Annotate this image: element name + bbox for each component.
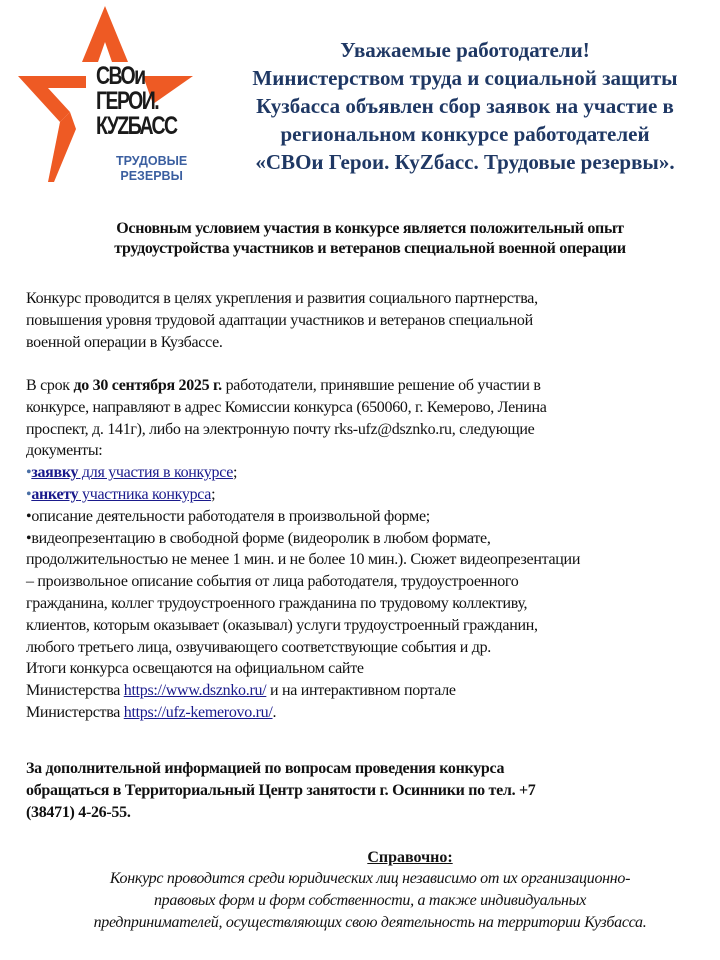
questionnaire-link[interactable]	[31, 486, 211, 503]
text-line	[26, 375, 716, 397]
reference-title: Справочно:	[367, 849, 453, 866]
logo-line: СВОи	[96, 62, 145, 90]
document-item-description	[26, 506, 716, 528]
document-item-video	[26, 528, 716, 550]
logo-sub-line: РЕЗЕРВЫ	[120, 169, 183, 183]
text-line: продолжительностью не менее 1 мин. и не более 10 мин.). Сюжет видеопрезентации	[26, 551, 581, 569]
text-line: конкурсе, направляют в адрес Комиссии конкурса (650060, г. Кемерово, Ленина	[26, 398, 547, 416]
document-item-questionnaire	[26, 484, 716, 506]
main-condition	[30, 219, 710, 259]
text: Министерства	[26, 703, 124, 721]
logo	[8, 4, 208, 204]
text-line: Конкурс проводится в целях укрепления и развития социального партнерства,	[26, 290, 538, 307]
bullet-icon: •	[26, 485, 32, 503]
text: ;	[233, 464, 238, 482]
text-line: (38471) 4-26-55.	[26, 803, 131, 821]
text-line: – произвольное описание события от лица работодателя, трудоустроенного	[26, 573, 519, 591]
link-text: для участия в конкурсе	[78, 464, 234, 482]
text-line: военной операции в Кузбассе.	[26, 333, 223, 351]
title-line: Министерством труда и социальной защиты	[252, 66, 678, 90]
text-line: гражданина, коллег трудоустроенного гражданина по трудовому коллективу,	[26, 594, 528, 612]
text-line: любого третьего лица, озвучивающего соответствующие события и др.	[26, 638, 492, 656]
page-title	[215, 36, 715, 176]
title-line: Уважаемые работодатели!	[340, 38, 590, 62]
title-line: Кузбасса объявлен сбор заявок на участие в	[256, 94, 674, 118]
text-line: предпринимателей, осуществляющих свою деятельность на территории Кузбасса.	[93, 914, 647, 931]
text-line: обращаться в Территориальный Центр занятости г. Осинники по тел. +7	[26, 781, 536, 799]
title-line: региональном конкурсе работодателей	[280, 122, 650, 146]
text: описание деятельности работодателя в произвольной форме;	[31, 507, 430, 525]
text: видеопрезентацию в свободной форме (видеоролик в любом формате,	[31, 529, 491, 547]
reference-body	[30, 868, 710, 934]
intro-paragraph	[26, 288, 716, 353]
logo-line: ГЕРОИ.	[96, 87, 159, 115]
text-line: За дополнительной информацией по вопросам проведения конкурса	[26, 760, 505, 777]
bullet-icon: •	[26, 507, 32, 525]
text: Министерства	[26, 682, 124, 700]
logo-sub-line: ТРУДОВЫЕ	[116, 154, 188, 168]
ministry-site-link[interactable]: https://www.dsznko.ru/	[123, 682, 267, 700]
text-line: Конкурс проводится среди юридических лиц независимо от их организационно-	[109, 870, 631, 887]
text: работодатели, принявшие решение об участии в	[221, 377, 541, 394]
logo-wordmark	[96, 64, 199, 139]
text: ;	[211, 485, 216, 503]
text-line: клиентов, которым оказывает (оказывал) услуги трудоустроенный гражданин,	[26, 616, 538, 634]
text-line	[26, 680, 716, 702]
logo-subtitle	[116, 154, 187, 184]
reference-section	[30, 848, 710, 934]
bullet-icon: •	[26, 464, 32, 482]
link-text: анкету	[31, 485, 79, 503]
application-form-link[interactable]	[31, 464, 233, 481]
text-line	[26, 702, 716, 724]
text: и на интерактивном портале	[266, 682, 456, 700]
contact-paragraph	[26, 758, 716, 823]
condition-line: трудоустройства участников и ветеранов специальной военной операции	[114, 240, 626, 257]
text: В срок	[26, 377, 74, 394]
condition-line: Основным условием участия в конкурсе является положительный опыт	[116, 220, 624, 237]
text-line: документы:	[26, 442, 103, 460]
deadline-date: до 30 сентября 2025 г.	[73, 377, 222, 394]
text-line: проспект, д. 141г), либо на электронную почту rks-ufz@dsznko.ru, следующие	[26, 420, 535, 438]
text-line: повышения уровня трудовой адаптации участников и ветеранов специальной	[26, 311, 533, 329]
link-text: участника конкурса	[78, 485, 212, 503]
text: .	[272, 703, 277, 721]
bullet-icon: •	[26, 529, 32, 547]
logo-line: КУZБАСС	[96, 112, 177, 140]
link-text: заявку	[31, 464, 79, 482]
text-line: Итоги конкурса освещаются на официальном сайте	[26, 660, 364, 678]
title-line: «СВОи Герои. КуZбасс. Трудовые резервы».	[255, 150, 675, 174]
text-line: правовых форм и форм собственности, а также индивидуальных	[153, 892, 586, 909]
deadline-paragraph	[26, 375, 716, 724]
document-item-application	[26, 462, 716, 484]
portal-link[interactable]: https://ufz-kemerovo.ru/	[123, 703, 273, 721]
